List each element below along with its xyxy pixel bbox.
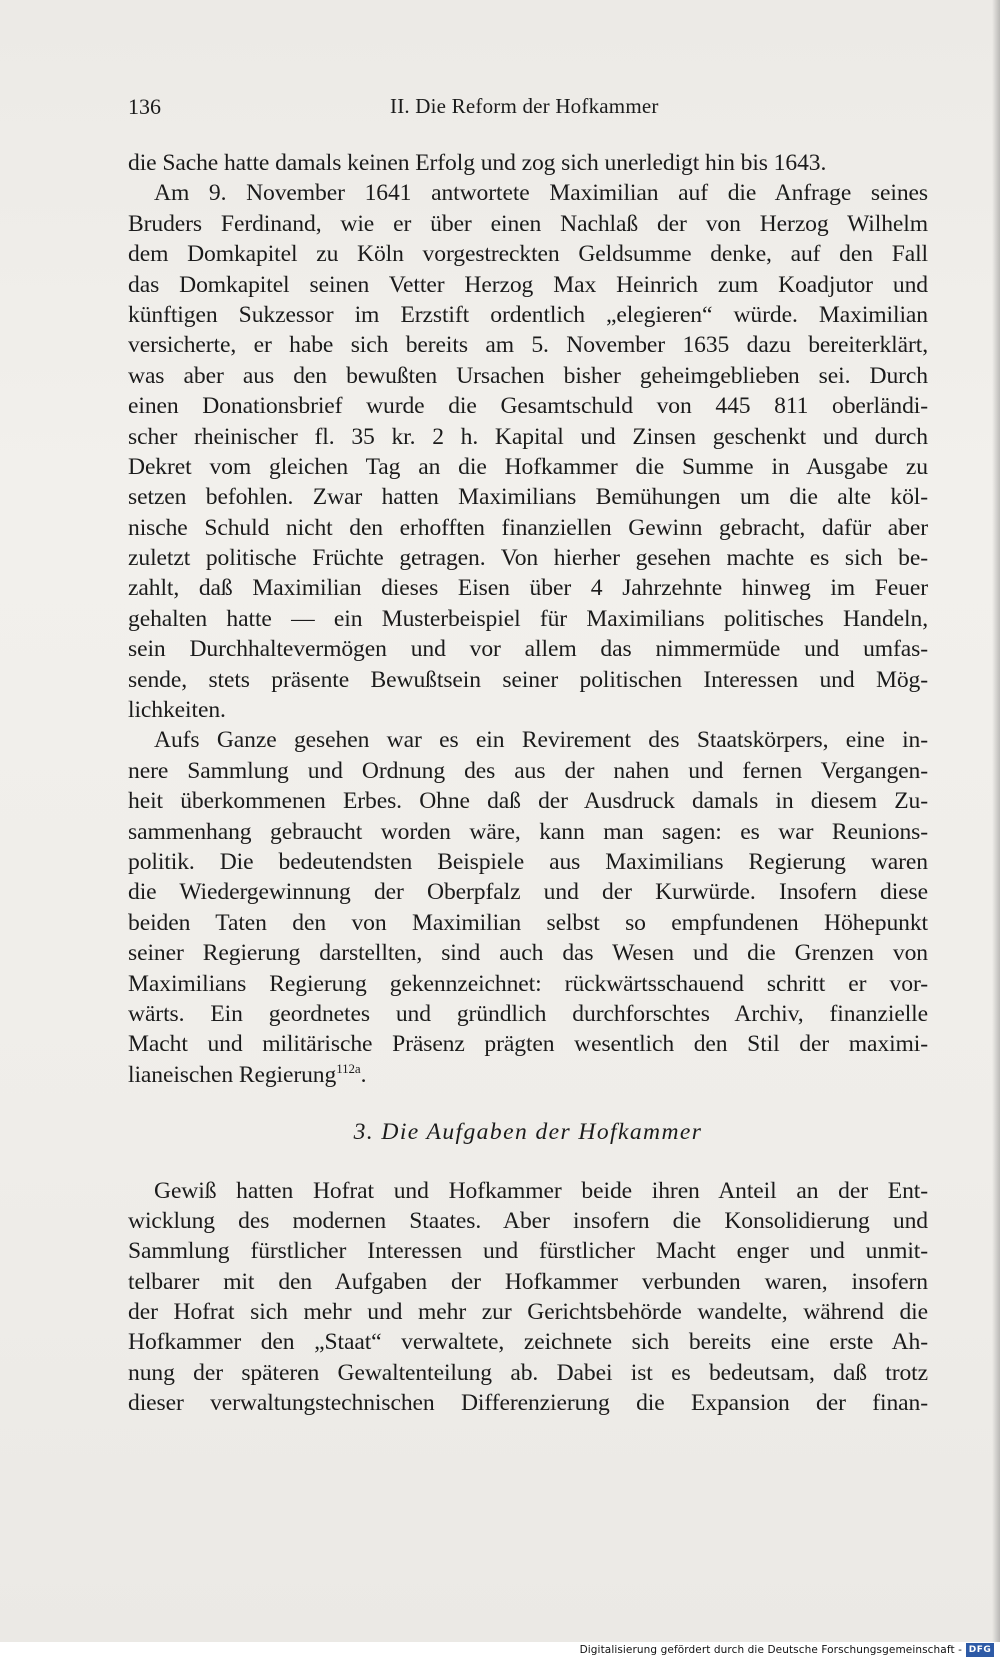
text-line: versicherte, er habe sich bereits am 5. November 1635 dazu bereiterklärt,	[128, 332, 928, 359]
text-line: zuletzt politische Früchte getragen. Von hierher gesehen machte es sich be-	[128, 545, 928, 572]
page-header	[128, 88, 928, 128]
text-line: die Sache hatte damals keinen Erfolg und zog sich unerledigt hin bis 1643.	[128, 150, 827, 176]
text-line: Macht und militärische Präsenz prägten wesentlich den Stil der maximi-	[128, 1031, 928, 1058]
text-line: Hofkammer den „Staat“ verwaltete, zeichnete sich bereits eine erste Ah-	[128, 1329, 928, 1356]
text-line: lichkeiten.	[128, 697, 226, 724]
text-line: telbarer mit den Aufgaben der Hofkammer verbunden waren, insofern	[128, 1268, 928, 1295]
paragraph-1	[128, 148, 928, 178]
text-line: zahlt, daß Maximilian dieses Eisen über 4 Jahrzehnte hinweg im Feuer	[128, 575, 928, 602]
running-head: II. Die Reform der Hofkammer	[390, 94, 659, 118]
text-line: nische Schuld nicht den erhofften finanziellen Gewinn gebracht, dafür aber	[128, 514, 928, 541]
page-edge-shadow	[992, 0, 1000, 1642]
digitization-footer	[0, 1642, 1000, 1659]
section-heading: 3. Die Aufgaben der Hofkammer	[353, 1119, 703, 1146]
text-line: heit überkommenen Erbes. Ohne daß der Ausdruck damals in diesem Zu-	[128, 788, 928, 815]
text-line: was aber aus den bewußten Ursachen bisher geheimgeblieben sei. Durch	[128, 362, 928, 389]
footnote-reference[interactable]: 112a	[336, 1060, 361, 1076]
text-line: Sammlung fürstlicher Interessen und fürstlicher Macht enger und unmit-	[128, 1238, 928, 1265]
text-line: die Wiedergewinnung der Oberpfalz und der Kurwürde. Insofern diese	[128, 879, 928, 906]
text-line: beiden Taten den von Maximilian selbst so empfundenen Höhepunkt	[128, 909, 928, 936]
funding-credit: Digitalisierung gefördert durch die Deutsche Forschungsgemeinschaft -	[579, 1644, 962, 1656]
paragraph-3	[128, 725, 928, 1090]
text-line: der Hofrat sich mehr und mehr zur Gerichtsbehörde wandelte, während die	[128, 1299, 928, 1326]
text-line: einen Donationsbrief wurde die Gesamtschuld von 445 811 oberländi-	[128, 393, 928, 420]
paragraph-2	[128, 178, 928, 725]
text-line: Maximilians Regierung gekennzeichnet: rückwärtsschauend schritt er vor-	[128, 970, 928, 997]
text-line: nung der späteren Gewaltenteilung ab. Dabei ist es bedeutsam, daß trotz	[128, 1359, 928, 1386]
text-line: sende, stets präsente Bewußtsein seiner politischen Interessen und Mög-	[128, 666, 928, 693]
text-line: Bruders Ferdinand, wie er über einen Nachlaß der von Herzog Wilhelm	[128, 210, 928, 237]
text-line: gehalten hatte — ein Musterbeispiel für Maximilians politisches Handeln,	[128, 605, 928, 632]
text-line: Aufs Ganze gesehen war es ein Revirement des Staatskörpers, eine in-	[154, 727, 928, 754]
text-line: das Domkapitel seinen Vetter Herzog Max Heinrich zum Koadjutor und	[128, 271, 928, 298]
body-text	[128, 148, 928, 1419]
text-line: künftigen Sukzessor im Erzstift ordentlich „elegieren“ würde. Maximilian	[128, 301, 928, 328]
text-line: nere Sammlung und Ordnung des aus der nahen und fernen Vergangen-	[128, 757, 928, 784]
text-line: Gewiß hatten Hofrat und Hofkammer beide ihren Anteil an der Ent-	[154, 1177, 928, 1204]
dfg-logo[interactable]: DFG	[966, 1643, 994, 1657]
text-line: scher rheinischer fl. 35 kr. 2 h. Kapital und Zinsen geschenkt und durch	[128, 423, 928, 450]
text-line: dem Domkapitel zu Köln vorgestreckten Geldsumme denke, auf den Fall	[128, 241, 928, 268]
line-text: lianeischen Regierung	[128, 1061, 337, 1088]
text-line: wicklung des modernen Staates. Aber insofern die Konsolidierung und	[128, 1207, 928, 1234]
paragraph-4	[128, 1176, 928, 1419]
text-line: politik. Die bedeutendsten Beispiele aus Maximilians Regierung waren	[128, 848, 928, 875]
text-line: Dekret vom gleichen Tag an die Hofkammer die Summe in Ausgabe zu	[128, 453, 928, 480]
text-line: dieser verwaltungstechnischen Differenzierung die Expansion der finan-	[128, 1390, 928, 1417]
text-line-with-footnote	[128, 1060, 928, 1090]
text-line: sein Durchhaltevermögen und vor allem das nimmermüde und umfas-	[128, 636, 928, 663]
text-line: setzen befohlen. Zwar hatten Maximilians Bemühungen um die alte köl-	[128, 484, 928, 511]
page-number: 136	[128, 94, 161, 119]
text-line: sammenhang gebraucht worden wäre, kann man sagen: es war Reunions-	[128, 818, 928, 845]
text-line: Am 9. November 1641 antwortete Maximilian auf die Anfrage seines	[154, 180, 928, 207]
text-line: seiner Regierung darstellten, sind auch das Wesen und die Grenzen von	[128, 940, 928, 967]
line-end-punctuation: .	[360, 1061, 367, 1088]
text-line: wärts. Ein geordnetes und gründlich durchforschtes Archiv, finanzielle	[128, 1000, 928, 1027]
